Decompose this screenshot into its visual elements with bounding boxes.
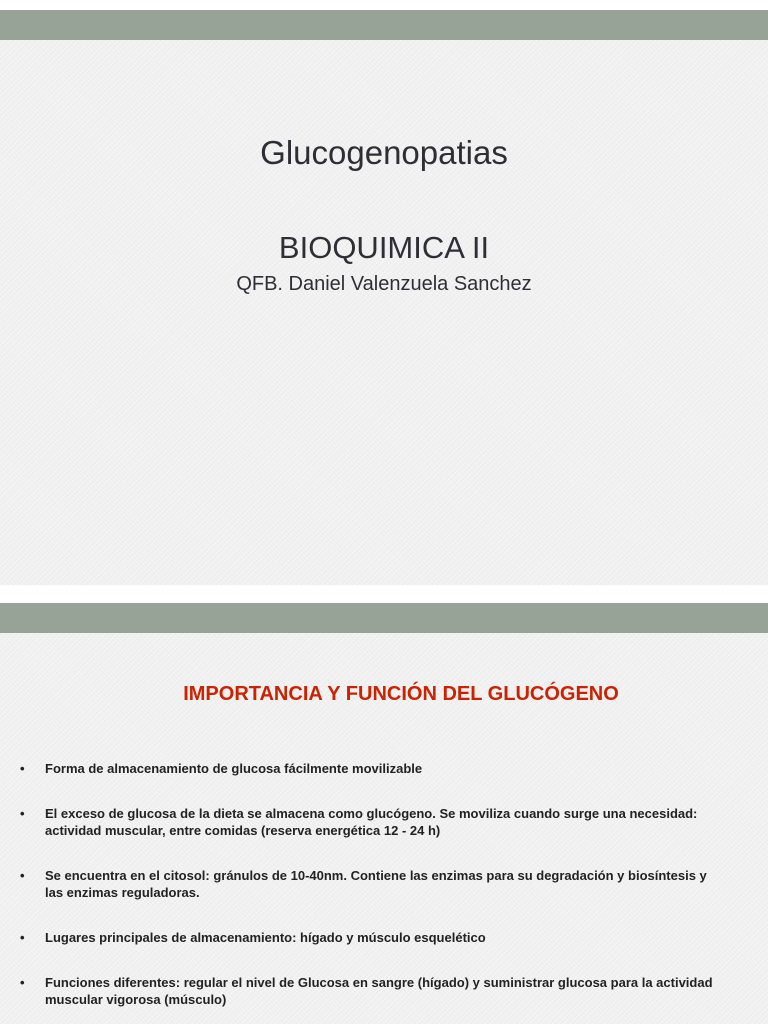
bullet-text: Forma de almacenamiento de glucosa fácilmente movilizable <box>45 761 423 776</box>
slide-header-band <box>0 10 768 40</box>
bullet-text: Se encuentra en el citosol: gránulos de 10-40nm. Contiene las enzimas para su degradación y biosíntesis y las enzimas reguladoras. <box>45 868 707 900</box>
bullet-item <box>20 760 720 777</box>
course-name: BIOQUIMICA II <box>278 230 490 265</box>
bullet-item <box>20 805 720 839</box>
bullet-item <box>20 867 720 901</box>
slide-content <box>0 603 768 1024</box>
slide-header-band <box>0 603 768 633</box>
bullet-text: Funciones diferentes: regular el nivel de Glucosa en sangre (hígado) y suministrar glucosa para la actividad muscular vigorosa (músculo) <box>45 975 713 1007</box>
author-name: QFB. Daniel Valenzuela Sanchez <box>236 273 532 295</box>
bullet-text: Lugares principales de almacenamiento: hígado y músculo esquelético <box>45 930 486 945</box>
bullet-item <box>20 929 720 946</box>
bullet-list <box>20 760 720 1024</box>
bullet-icon: • <box>20 806 25 821</box>
presentation-title: Glucogenopatias <box>260 134 508 171</box>
bullet-text: El exceso de glucosa de la dieta se almacena como glucógeno. Se moviliza cuando surge una necesidad: actividad muscular, entre comidas (reserva energética 12 - 24 h) <box>45 806 698 838</box>
bullet-item <box>20 974 720 1008</box>
slide-title <box>0 10 768 585</box>
slide-heading: IMPORTANCIA Y FUNCIÓN DEL GLUCÓGENO <box>183 683 619 705</box>
bullet-icon: • <box>20 975 25 990</box>
bullet-icon: • <box>20 761 25 776</box>
bullet-icon: • <box>20 930 25 945</box>
bullet-icon: • <box>20 868 25 883</box>
